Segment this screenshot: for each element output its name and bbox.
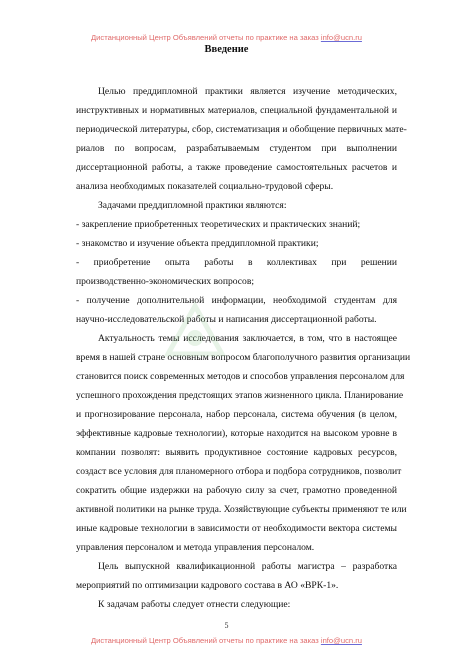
text-line: мероприятий по оптимизации кадрового состава в АО «ВРК-1». <box>76 580 339 591</box>
text-line: - закрепление приобретенных теоретических и практических знаний; <box>76 219 361 230</box>
text-line: - знакомство и изучение объекта преддипломной практики; <box>76 238 319 249</box>
text-line: время в нашей стране основным вопросом благополучного развития организации <box>76 352 411 363</box>
text-line: производственно-экономических вопросов; <box>76 276 255 287</box>
document-body <box>76 82 411 614</box>
footer-banner[interactable] <box>0 636 453 645</box>
text-line: становится поиск современных методов и способов управления персоналом для <box>76 371 405 382</box>
text-line: - получение дополнительной информации, необходимой студентам для <box>76 295 397 306</box>
text-line: успешного прохождения предстоящих этапов жизненного цикла. Планирование <box>76 390 404 401</box>
watermark-logo-icon <box>160 300 230 360</box>
text-line: создаст все условия для планомерного отбора и подбора сотрудников, позволит <box>76 466 402 477</box>
document-title: Введение <box>204 44 249 55</box>
page-number: 5 <box>224 621 229 630</box>
text-line: Актуальность темы исследования заключается, в том, что в настоящее <box>98 333 397 344</box>
header-banner-email[interactable]: info@ucn.ru <box>320 33 362 42</box>
text-line: риалов по вопросам, разрабатываемым студентом при выполнении <box>76 143 397 154</box>
text-line: управления персоналом и метода управления персоналом. <box>76 542 315 553</box>
text-line: активной политики на рынке труда. Хозяйствующие субъекты применяют те или <box>76 504 407 515</box>
text-line: эффективные кадровые технологии), которые находится на высоком уровне в <box>76 428 397 439</box>
text-line: иные кадровые технологии в зависимости от необходимости вектора системы <box>76 523 397 534</box>
text-line: научно-исследовательской работы и написания диссертационной работы. <box>76 314 377 325</box>
text-line: Задачами преддипломной практики являются: <box>98 200 287 211</box>
text-line: К задачам работы следует отнести следующие: <box>98 599 291 610</box>
text-line: Цель выпускной квалификационной работы магистра – разработка <box>98 561 397 572</box>
text-line: периодической литературы, сбор, систематизация и обобщение первичных мате- <box>76 124 407 135</box>
text-line: компании позволят: выявить продуктивное состояние кадровых ресурсов, <box>76 447 397 458</box>
footer-banner-text: Дистанционный Центр Объявлений отчеты по практике на заказ <box>91 636 319 645</box>
footer-banner-email[interactable]: info@ucn.ru <box>320 636 362 645</box>
text-line: - приобретение опыта работы в коллективах при решении <box>76 257 397 268</box>
text-line: и прогнозирование персонала, набор персонала, система обучения (в целом, <box>76 409 397 420</box>
text-line: Целью преддипломной практики является изучение методических, <box>98 86 397 97</box>
header-banner[interactable] <box>0 33 453 42</box>
text-line: инструктивных и нормативных материалов, специальной фундаментальной и <box>76 105 397 116</box>
header-banner-text: Дистанционный Центр Объявлений отчеты по практике на заказ <box>91 33 319 42</box>
text-line: диссертационной работы, а также проведение самостоятельных расчетов и <box>76 162 397 173</box>
text-line: сократить общие издержки на рабочую силу за счет, грамотно проведенной <box>76 485 397 496</box>
text-line: анализа необходимых показателей социально-трудовой сферы. <box>76 181 334 192</box>
